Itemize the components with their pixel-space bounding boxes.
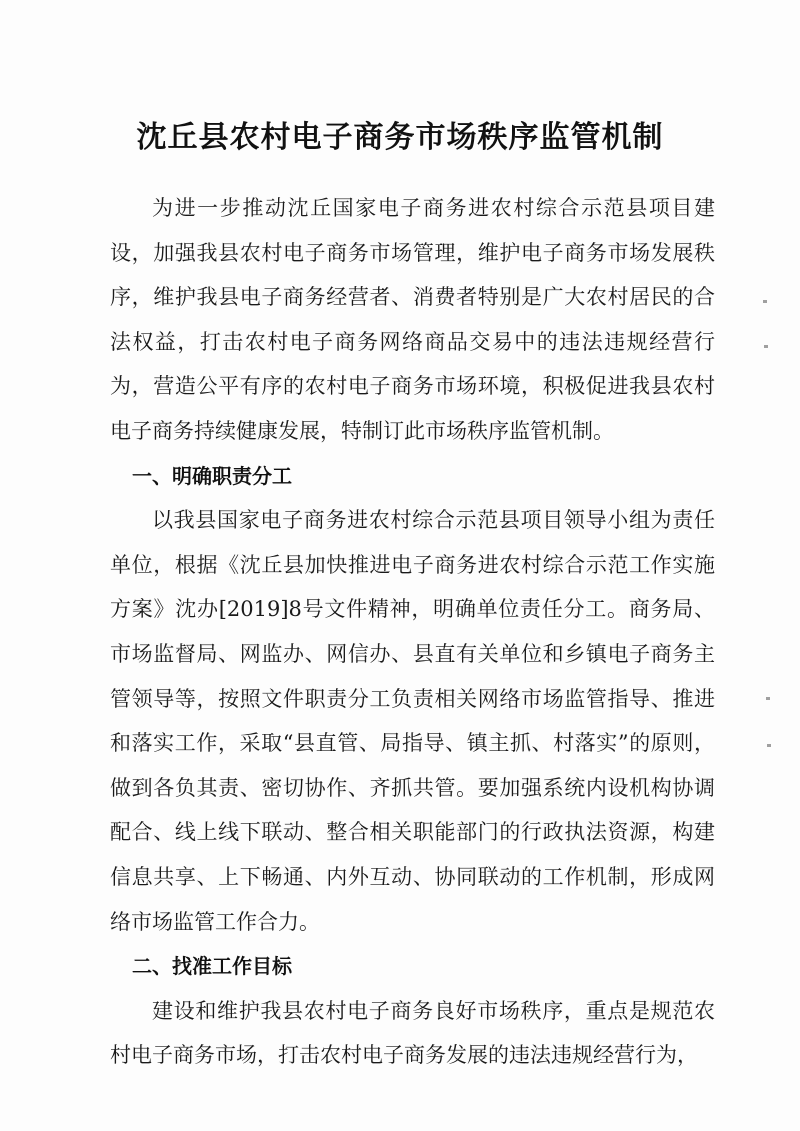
section-paragraph-2: 建设和维护我县农村电子商务良好市场秩序，重点是规范农村电子商务市场，打击农村电子商务发展的违法违规经营行为， bbox=[110, 998, 715, 1068]
document-body bbox=[110, 186, 715, 1078]
intro-paragraph: 为进一步推动沈丘国家电子商务进农村综合示范县项目建设，加强我县农村电子商务市场管理，维护电子商务市场发展秩序，维护我县电子商务经营者、消费者特别是广大农村居民的合法权益，打击农村电子商务网络商品交易中的违法违规经营行为，营造公平有序的农村电子商务市场环境，积极促进我县农村电子商务持续健康发展，特制订此市场秩序监管机制。 bbox=[110, 196, 715, 443]
scan-mark bbox=[766, 697, 770, 700]
document-title: 沈丘县农村电子商务市场秩序监管机制 bbox=[136, 120, 664, 155]
section-paragraph-1: 以我县国家电子商务进农村综合示范县项目领导小组为责任单位，根据《沈丘县加快推进电子商务进农村综合示范工作实施方案》沈办[2019]8号文件精神，明确单位责任分工。商务局、市场监督局、网监办、网信办、县直有关单位和乡镇电子商务主管领导等，按照文件职责分工负责相关网络市场监管指导、推进和落实工作，采取“县直管、局指导、镇主抓、村落实”的原则，做到各负其责、密切协作、齐抓共管。要加强系统内设机构协调配合、线上线下联动、整合相关职能部门的行政执法资源，构建信息共享、上下畅通、内外互动、协同联动的工作机制，形成网络市场监管工作合力。 bbox=[110, 508, 715, 934]
scan-mark bbox=[767, 744, 771, 747]
section-heading-1: 一、明确职责分工 bbox=[132, 463, 292, 488]
scan-mark bbox=[763, 300, 767, 303]
section-heading-2: 二、找准工作目标 bbox=[132, 954, 292, 979]
scan-mark bbox=[764, 345, 768, 348]
